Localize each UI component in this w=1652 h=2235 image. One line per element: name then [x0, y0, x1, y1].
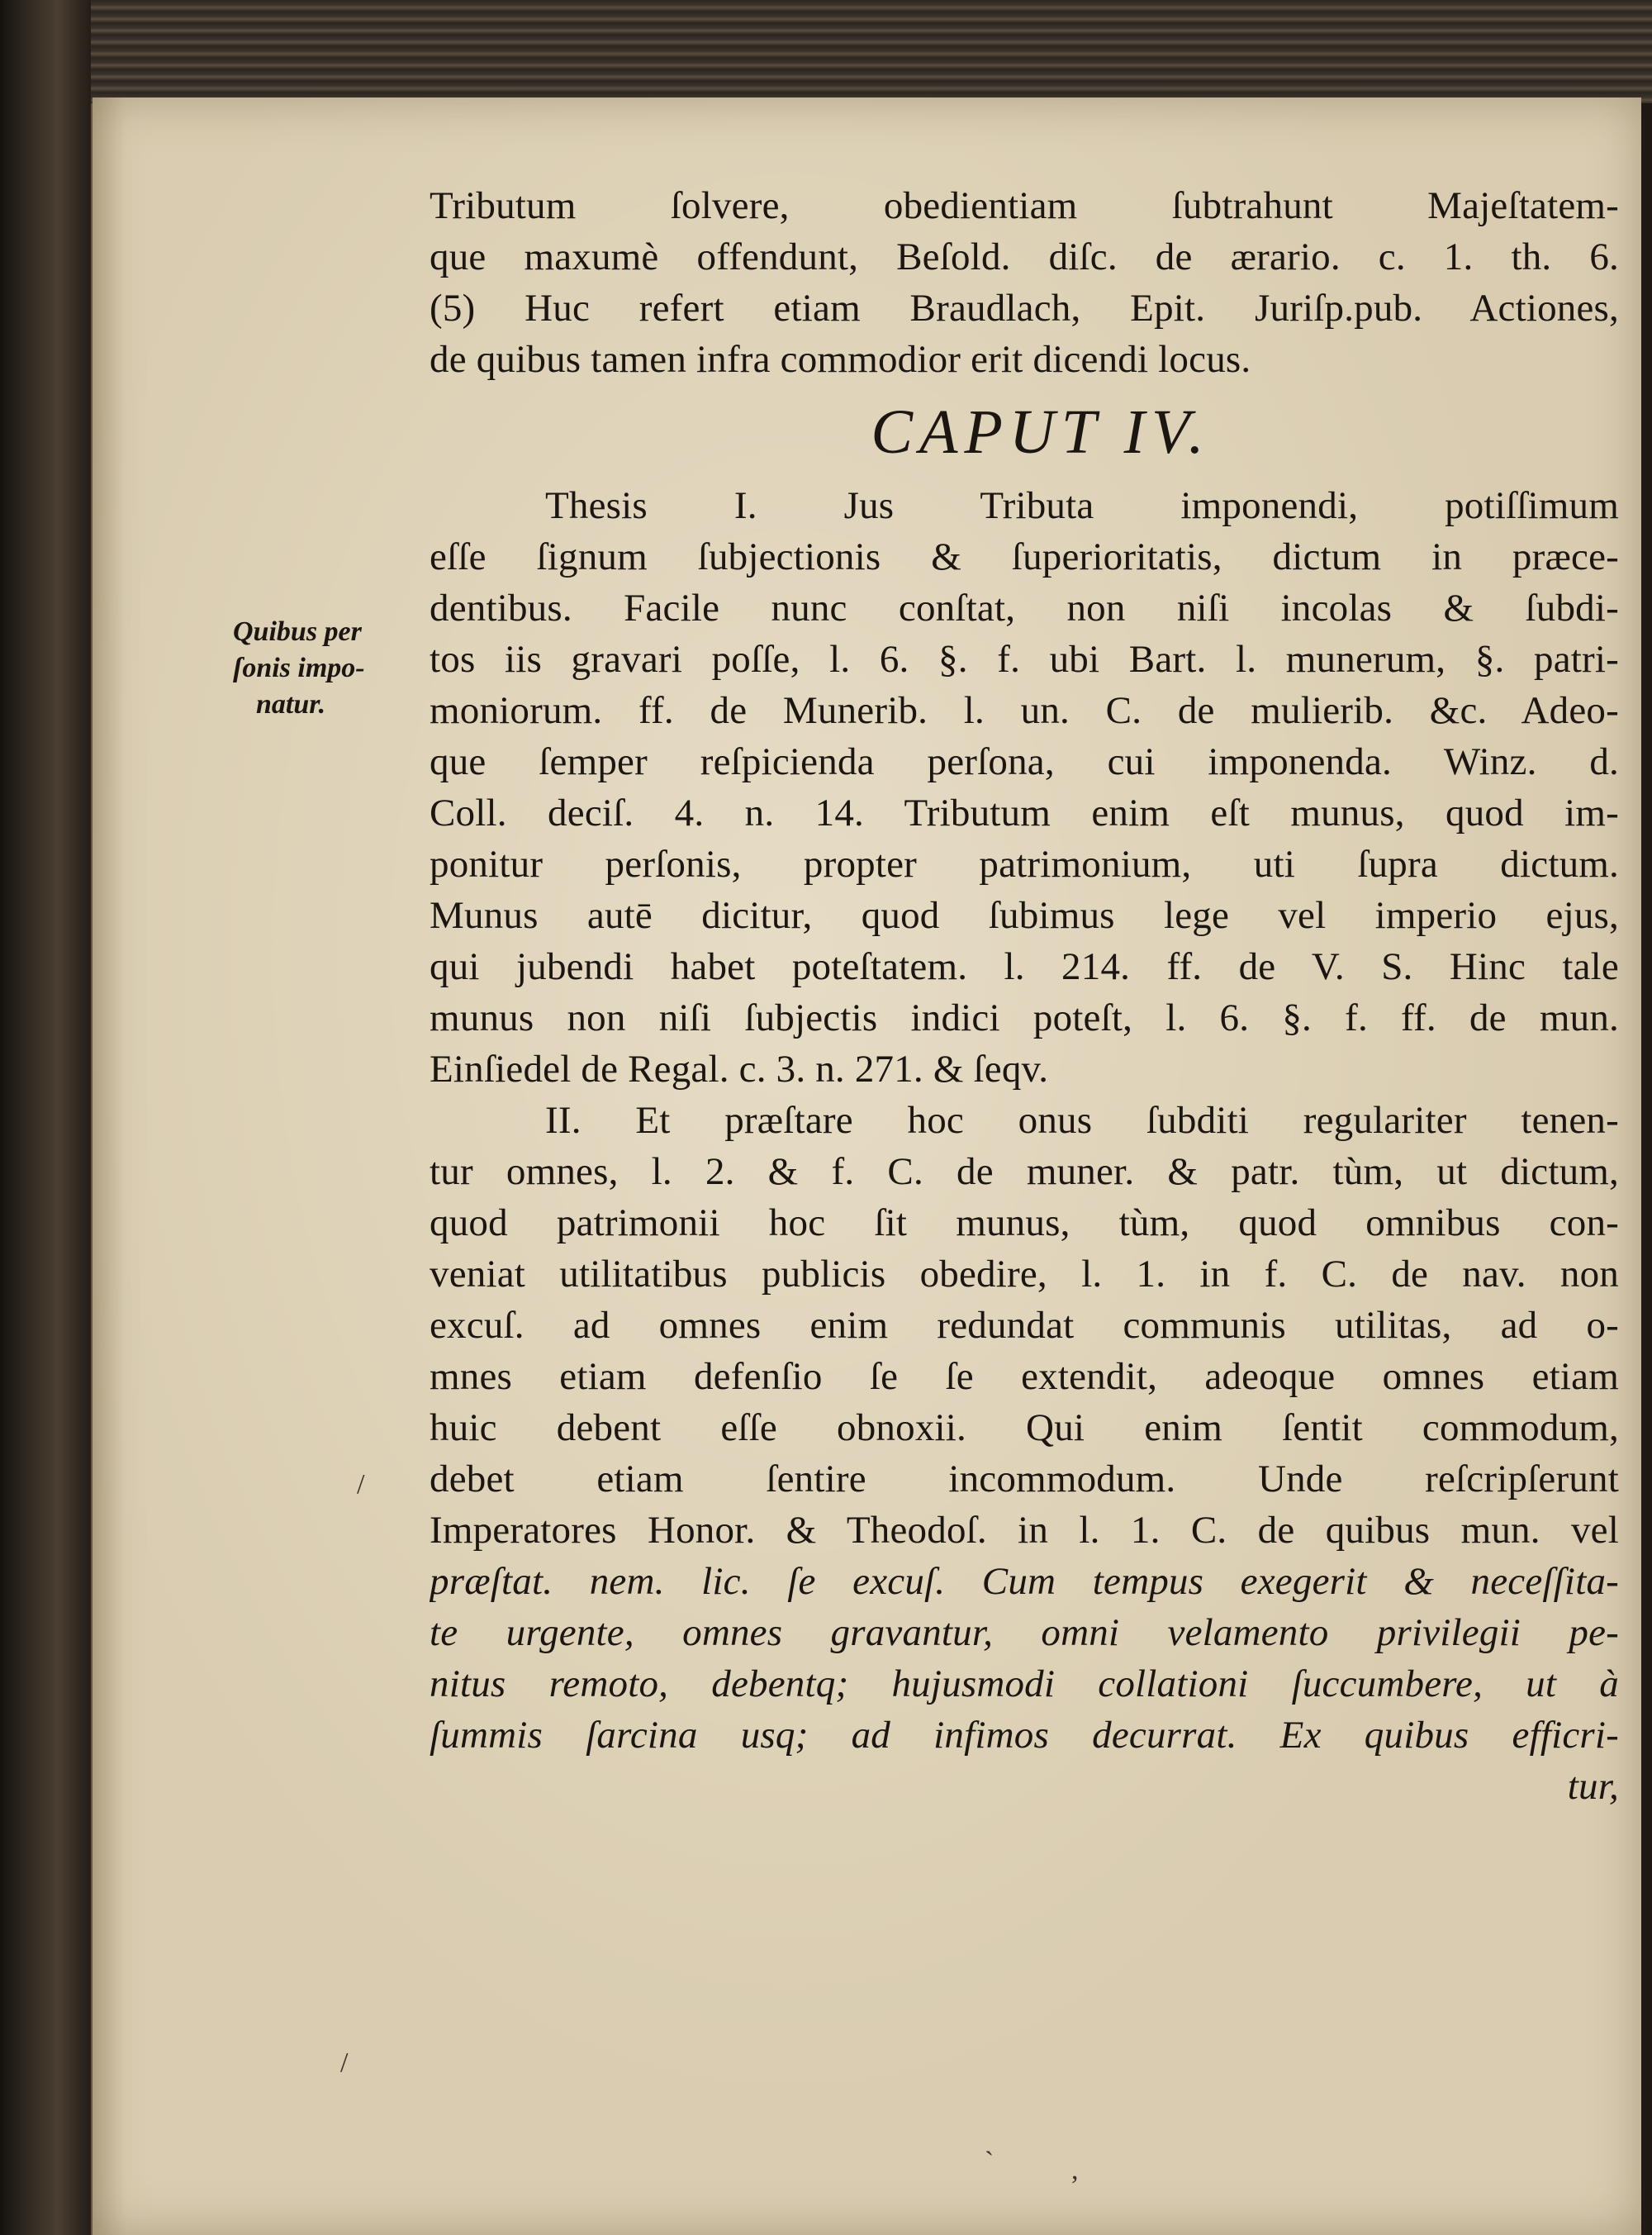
- text-line: te urgente, omnes gravantur, omni velamento privilegii pe-: [430, 1611, 1619, 1654]
- margin-note-line: natur.: [256, 689, 326, 720]
- text-line: (5) Huc refert etiam Braudlach, Epit. Juriſp.pub. Actiones,: [430, 287, 1619, 330]
- ink-speck: `: [985, 2147, 995, 2177]
- text-line: dentibus. Facile nunc conſtat, non niſi incolas & ſubdi-: [430, 587, 1619, 630]
- text-line: veniat utilitatibus publicis obedire, l. 1. in f. C. de nav. non: [430, 1253, 1619, 1296]
- text-line: huic debent eſſe obnoxii. Qui enim ſentit commodum,: [430, 1406, 1619, 1449]
- text-line: munus non niſi ſubjectis indici poteſt, l. 6. §. f. ff. de mun.: [430, 996, 1619, 1039]
- text-line: Imperatores Honor. & Theodoſ. in l. 1. C. de quibus mun. vel: [430, 1509, 1619, 1552]
- text-line: tur omnes, l. 2. & f. C. de muner. & patr. tùm, ut dictum,: [430, 1150, 1619, 1193]
- text-line: qui jubendi habet poteſtatem. l. 214. ff. de V. S. Hinc tale: [430, 945, 1619, 988]
- book-spine: [0, 0, 91, 2235]
- text-line: Thesis I. Jus Tributa imponendi, potiſſimum: [545, 484, 1619, 527]
- text-line: excuſ. ad omnes enim redundat communis utilitas, ad o-: [430, 1304, 1619, 1347]
- text-line: quod patrimonii hoc ſit munus, tùm, quod omnibus con-: [430, 1201, 1619, 1244]
- text-line: mnes etiam defenſio ſe ſe extendit, adeoque omnes etiam: [430, 1355, 1619, 1398]
- text-line: nitus remoto, debentq; hujusmodi collationi ſuccumbere, ut à: [430, 1662, 1619, 1705]
- text-line: II. Et præſtare hoc onus ſubditi regulariter tenen-: [545, 1099, 1619, 1142]
- text-line: tur,: [1567, 1765, 1619, 1808]
- book-top-edge: [58, 0, 1652, 103]
- text-line: tos iis gravari poſſe, l. 6. §. f. ubi Bart. l. munerum, §. patri-: [430, 638, 1619, 681]
- text-line: moniorum. ff. de Munerib. l. un. C. de mulierib. &c. Adeo-: [430, 689, 1619, 732]
- text-line: Tributum ſolvere, obedientiam ſubtrahunt Majeſtatem-: [430, 184, 1619, 227]
- text-line: Einſiedel de Regal. c. 3. n. 271. & ſeqv.: [430, 1048, 1049, 1091]
- margin-note-line: ſonis impo-: [233, 653, 365, 683]
- ink-speck: ,: [1071, 2155, 1079, 2185]
- margin-note: [233, 614, 423, 723]
- main-text: [430, 180, 1619, 1812]
- margin-note-line: Quibus per: [233, 616, 362, 647]
- text-line: que maxumè offendunt, Beſold. diſc. de ærario. c. 1. th. 6.: [430, 235, 1619, 278]
- text-line: Munus autē dicitur, quod ſubimus lege vel imperio ejus,: [430, 894, 1619, 937]
- text-line: ſummis ſarcina usq; ad infimos decurrat. Ex quibus efficri-: [430, 1714, 1619, 1757]
- text-line: Coll. deciſ. 4. n. 14. Tributum enim eſt munus, quod im-: [430, 792, 1619, 835]
- ink-speck: /: [357, 1469, 365, 1500]
- text-line: de quibus tamen infra commodior erit dicendi locus.: [430, 338, 1251, 381]
- chapter-title: CAPUT IV.: [871, 397, 1211, 467]
- text-line: eſſe ſignum ſubjectionis & ſuperioritatis, dictum in præce-: [430, 535, 1619, 578]
- text-line: debet etiam ſentire incommodum. Unde reſcripſerunt: [430, 1458, 1619, 1500]
- ink-speck: /: [340, 2047, 349, 2078]
- text-line: ponitur perſonis, propter patrimonium, uti ſupra dictum.: [430, 843, 1619, 886]
- text-line: que ſemper reſpicienda perſona, cui imponenda. Winz. d.: [430, 740, 1619, 783]
- text-line: præſtat. nem. lic. ſe excuſ. Cum tempus exegerit & neceſſita-: [430, 1560, 1619, 1603]
- book-page: [93, 97, 1641, 2235]
